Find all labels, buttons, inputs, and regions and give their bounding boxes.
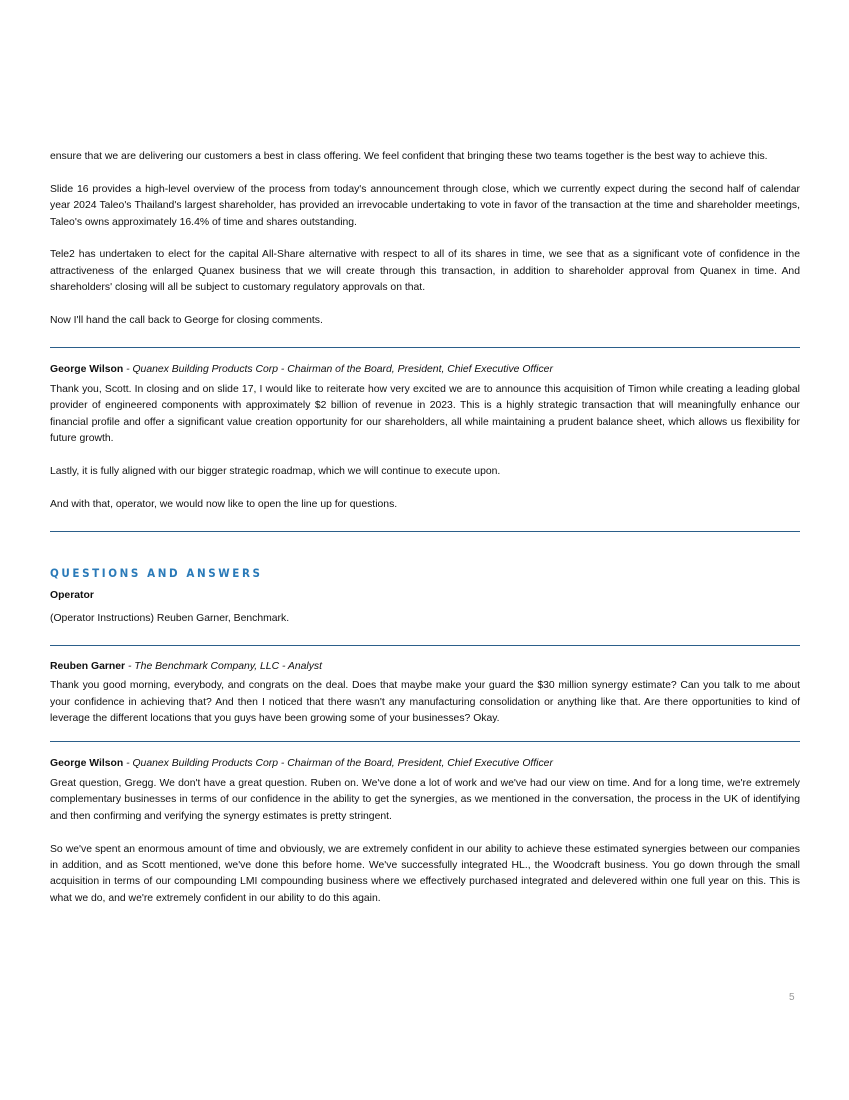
paragraph: Thank you, Scott. In closing and on slide 17, I would like to reiterate how very excited we are to announce this acquisition of Timon while creating a leading global provider of engineered components with approximately $2 billion of revenue in 2023. This is a highly strategic transaction that will meaningfully enhance our financial profile and offer a significant value creation opportunity for our shareholders, all while maintaining a prudent balance sheet, which allows us flexibility for future growth. (50, 383, 800, 445)
speaker-line (50, 756, 800, 772)
paragraph: Great question, Gregg. We don't have a great question. Ruben on. We've done a lot of work and we've had our view on time. And for a long time, we're extremely complementary businesses in terms of our confidence in the ability to get the synergies, as we mentioned in the conversation, the process in the UK of identifying and then confirming and verifying the synergy estimates is pretty stringent. (50, 777, 800, 822)
transcript-page (50, 149, 800, 907)
paragraph: Thank you good morning, everybody, and congrats on the deal. Does that maybe make your guard the $30 million synergy estimate? Can you talk to me about your confidence in achieving that? And then I noticed that there wasn't any manufacturing consolidation or anything like that. Are there opportunities to kind of leverage the different locations that you guys have been growing some of your businesses? Okay. (50, 680, 800, 725)
page-number: 5 (789, 992, 795, 1003)
speaker-name: Reuben Garner (50, 660, 126, 672)
paragraph: So we've spent an enormous amount of time and obviously, we are extremely confident in our ability to achieve these estimated synergies between our companies in addition, and as Scott mentioned, we've done this before home. We've successfully integrated HL., the Woodcraft business. You go down through the small acquisition in terms of our compounding LMI compounding business where we effectively purchased integrated and delevered within one full year on this. This is what we do, and we're extremely confident in our ability to do this again. (50, 843, 800, 904)
speaker-name: George Wilson (50, 758, 124, 770)
paragraph: Tele2 has undertaken to elect for the capital All-Share alternative with respect to all of its shares in time, we see that as a significant vote of confidence in the attractiveness of the enlarged Quanex business that we will create through this transaction, in addition to shareholder approval from Quanex in time. And shareholders' closing will all be subject to customary regulatory approvals on that. (50, 249, 800, 294)
paragraph: Lastly, it is fully aligned with our bigger strategic roadmap, which we will continue to execute upon. (50, 465, 501, 477)
paragraph: Slide 16 provides a high-level overview of the process from today's announcement through close, which we currently expect during the second half of calendar year 2024 Taleo's Thailand's largest shareholder, has provided an irrevocable undertaking to vote in favor of the transaction at the time and shareholder meetings, Taleo's owns approximately 16.4% of time and shares outstanding. (50, 183, 800, 228)
speaker-role: - The Benchmark Company, LLC - Analyst (125, 660, 322, 672)
operator-label: Operator (50, 590, 94, 602)
speaker-role: - Quanex Building Products Corp - Chairman of the Board, President, Chief Executive Officer (123, 758, 553, 770)
paragraph: And with that, operator, we would now like to open the line up for questions. (50, 498, 398, 510)
paragraph: (Operator Instructions) Reuben Garner, Benchmark. (50, 613, 290, 625)
speaker-line (50, 362, 800, 378)
paragraph: Now I'll hand the call back to George for closing comments. (50, 315, 323, 327)
speaker-role: - Quanex Building Products Corp - Chairman of the Board, President, Chief Executive Officer (123, 364, 553, 376)
speaker-name: George Wilson (50, 364, 124, 376)
paragraph: ensure that we are delivering our customers a best in class offering. We feel confident that bringing these two teams together is the best way to achieve this. (50, 151, 768, 162)
section-title: QUESTIONS AND ANSWERS (50, 566, 263, 581)
speaker-line (50, 659, 800, 675)
